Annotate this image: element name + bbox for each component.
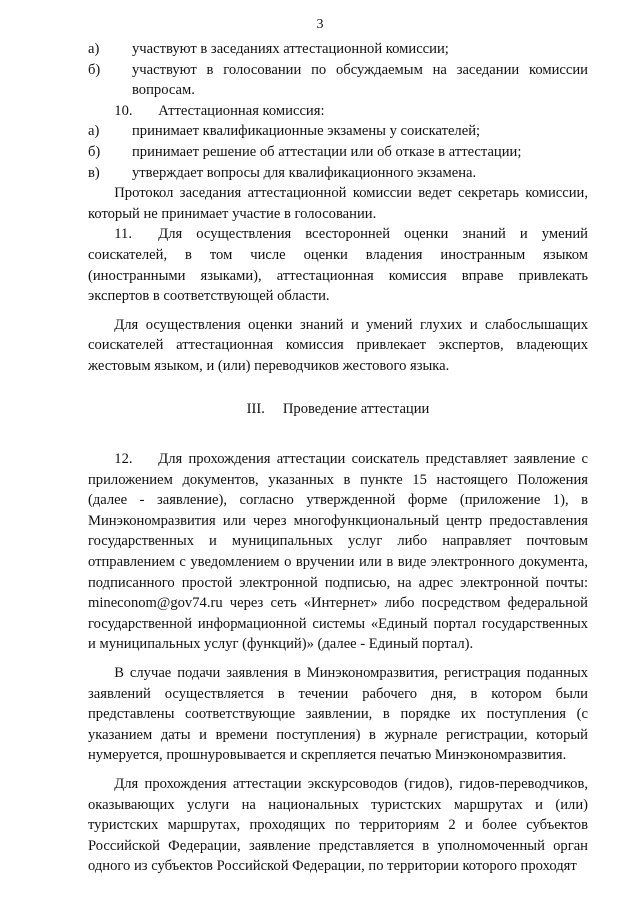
list-item — [88, 121, 588, 142]
paragraph-text: Для осуществления всесторонней оценки знаний и умений соискателей, в том числе оценки владения иностранным языком (иностранными языками), аттестационная комиссия вправе привлекать экспертов в соответствующей области. — [88, 226, 588, 305]
list-marker: а) — [88, 123, 100, 140]
paragraph-text: Аттестационная комиссия: — [158, 102, 325, 119]
paragraph-number: 12. — [114, 451, 133, 468]
list-item — [88, 39, 588, 60]
list-item-text: утверждает вопросы для квалификационного экзамена. — [132, 164, 477, 181]
guides-paragraph: Для прохождения аттестации экскурсоводов (гидов), гидов-переводчиков, оказывающих услуги на национальных туристских маршрутах и (или) туристских маршрутах, проходящих по территориям 2 и более субъектов Российской Федерации, заявление представляется в уполномоченный орган одного из субъектов Российской Федерации, по территории которого проходят — [88, 776, 588, 875]
section-heading — [88, 399, 588, 420]
list-marker: б) — [88, 143, 101, 160]
registration-paragraph: В случае подачи заявления в Минэкономразвития, регистрация поданных заявлений осуществляется в течении рабочего дня, в котором были представлены соответствующие заявлении, в порядке их поступления (с указанием даты и времени поступления) в журнале регистрации, который нумеруется, прошнуровывается и скрепляется печатью Минэкономразвития. — [88, 665, 588, 764]
list-item — [88, 142, 588, 163]
paragraph-number: 10. — [114, 102, 133, 119]
section-title: Проведение аттестации — [282, 400, 430, 417]
list-item-text: принимает решение об аттестации или об отказе в аттестации; — [132, 143, 522, 160]
list-item-text: принимает квалификационные экзамены у соискателей; — [132, 123, 481, 140]
paragraph-number: 11. — [114, 226, 132, 243]
list-marker: б) — [88, 61, 101, 78]
page-number: 3 — [316, 17, 324, 32]
list-item — [88, 163, 588, 184]
section-number: III. — [246, 400, 265, 417]
paragraph-12 — [88, 449, 588, 655]
list-item-text: участвуют в голосовании по обсуждаемым на заседании комиссии вопросам. — [132, 61, 588, 99]
list-item — [88, 60, 588, 101]
list-marker: а) — [88, 41, 100, 57]
document-body — [88, 39, 588, 877]
paragraph-11 — [88, 224, 588, 306]
paragraph-10 — [88, 101, 588, 122]
list-marker: в) — [88, 164, 100, 181]
deaf-candidates-paragraph: Для осуществления оценки знаний и умений глухих и слабослышащих соискателей аттестационная комиссия привлекает экспертов, владеющих жестовым языком, и (или) переводчиков жестового языка. — [88, 316, 588, 374]
paragraph-text: Для прохождения аттестации соискатель представляет заявление с приложением документов, указанных в пункте 15 настоящего Положения (далее - заявление), согласно утвержденной форме (приложение 1), в Минэкономразвития или через многофункциональный центр предоставления государственных и муниципальных услуг либо направляет почтовым отправлением с уведомлением о вручении или в виде электронного документа, подписанного простой электронной подписью, на адрес электронной почты: mineconom@gov74.ru через сеть «Интернет» либо посредством федеральной государственной информационной системы «Единый портал государственных и муниципальных услуг (функций)» (далее - Единый портал). — [88, 451, 588, 653]
protocol-paragraph: Протокол заседания аттестационной комиссии ведет секретарь комиссии, который не принимает участие в голосовании. — [88, 185, 588, 222]
list-item-text: участвуют в заседаниях аттестационной комиссии; — [132, 41, 449, 57]
